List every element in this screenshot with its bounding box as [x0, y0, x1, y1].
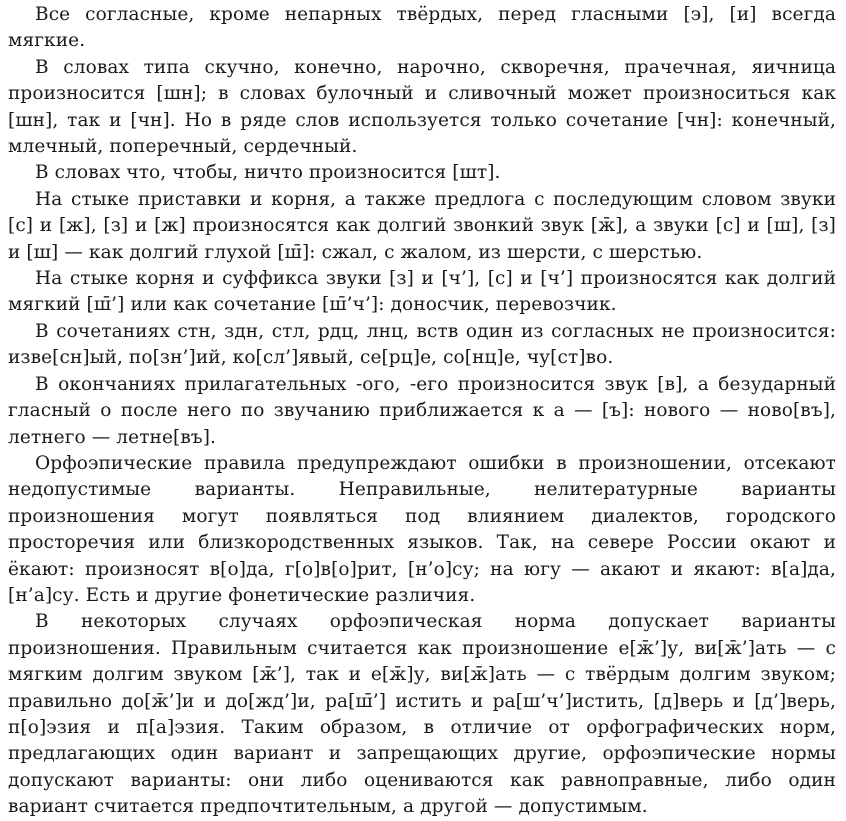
paragraph-text: На стыке корня и суффикса звуки [з] и [ч’], [с] и [ч’] произносятся как долгий мягкий [ш̄’] или как сочетание [ш̄’ч’]: доносчик, перевозчик. — [8, 268, 836, 316]
paragraph-text: Все согласные, кроме непарных твёрдых, перед гласными [э], [и] всегда мягкие. — [8, 4, 836, 52]
paragraph-silent-consonants — [8, 319, 836, 372]
paragraph-sht — [8, 160, 836, 186]
paragraph-text: Орфоэпические правила предупреждают ошибки в произношении, отсекают недопустимые варианты. Неправильные, нелитературные варианты произношения могут появляться под влиянием диалектов, городского просторечия или близкородственных языков. Так, на севере России окают и ёкают: произносят в[о]да, г[о]в[о]рит, [н’о]су; на югу — акают и якают: в[а]да, [н’а]су. Есть и другие фонетические различия. — [8, 452, 836, 606]
paragraph-text: В словах что, чтобы, ничто произносится [шт]. — [35, 162, 501, 184]
paragraph-prefix-junction — [8, 187, 836, 266]
paragraph-shn-chn — [8, 55, 836, 161]
paragraph-text: На стыке приставки и корня, а также предлога с последующим словом звуки [с] и [ж], [з] и [ж] произносятся как долгий звонкий звук [ж̄], а звуки [с] и [ш], [з] и [ш] — как долгий глухой [ш̄]: сжал, с жалом, из шерсти, с шерстью. — [8, 188, 836, 263]
paragraph-text: В сочетаниях стн, здн, стл, рдц, лнц, вств один из согласных не произносится: изве[сн]ый, по[зн’]ий, ко[сл’]явый, се[рц]е, со[нц]е, чу[ст]во. — [8, 320, 836, 369]
paragraph-suffix-junction — [8, 266, 836, 319]
paragraph-soft-consonants — [8, 2, 836, 55]
paragraph-adjective-endings — [8, 372, 836, 451]
paragraph-text: В окончаниях прилагательных -ого, -его произносится звук [в], а безударный гласный о после него по звучанию приближается к а — [ъ]: нового — ново[въ], летнего — летне[въ]. — [8, 373, 836, 448]
paragraph-text: В словах типа скучно, конечно, нарочно, скворечня, прачечная, яичница произносится [шн]; в словах булочный и сливочный может произноситься как [шн], так и [чн]. Но в ряде слов используется только сочетание [чн]: конечный, млечный, поперечный, сердечный. — [8, 56, 836, 158]
paragraph-orthoepic-rules — [8, 451, 836, 609]
paragraph-text: В некоторых случаях орфоэпическая норма допускает варианты произношения. Правильным считается как произношение е[ж̄’]у, ви[ж̄’]ать — с мягким долгим звуком [ж̄’], так и е[ж̄]у, ви[ж̄]ать — с твёрдым долгим звуком; правильно до[ж̄’]и и до[жд’]и, ра[ш̄’] истить и ра[ш’ч’]истить, [д]верь и [д’]верь, п[о]эзия и п[а]эзия. Таким образом, в отличие от орфографических норм, предлагающих один вариант и запрещающих другие, орфоэпические нормы допускают варианты: они либо оцениваются как равноправные, либо один вариант считается предпочтительным, а другой — допустимым. — [8, 611, 836, 818]
paragraph-norm-variants — [8, 609, 836, 820]
